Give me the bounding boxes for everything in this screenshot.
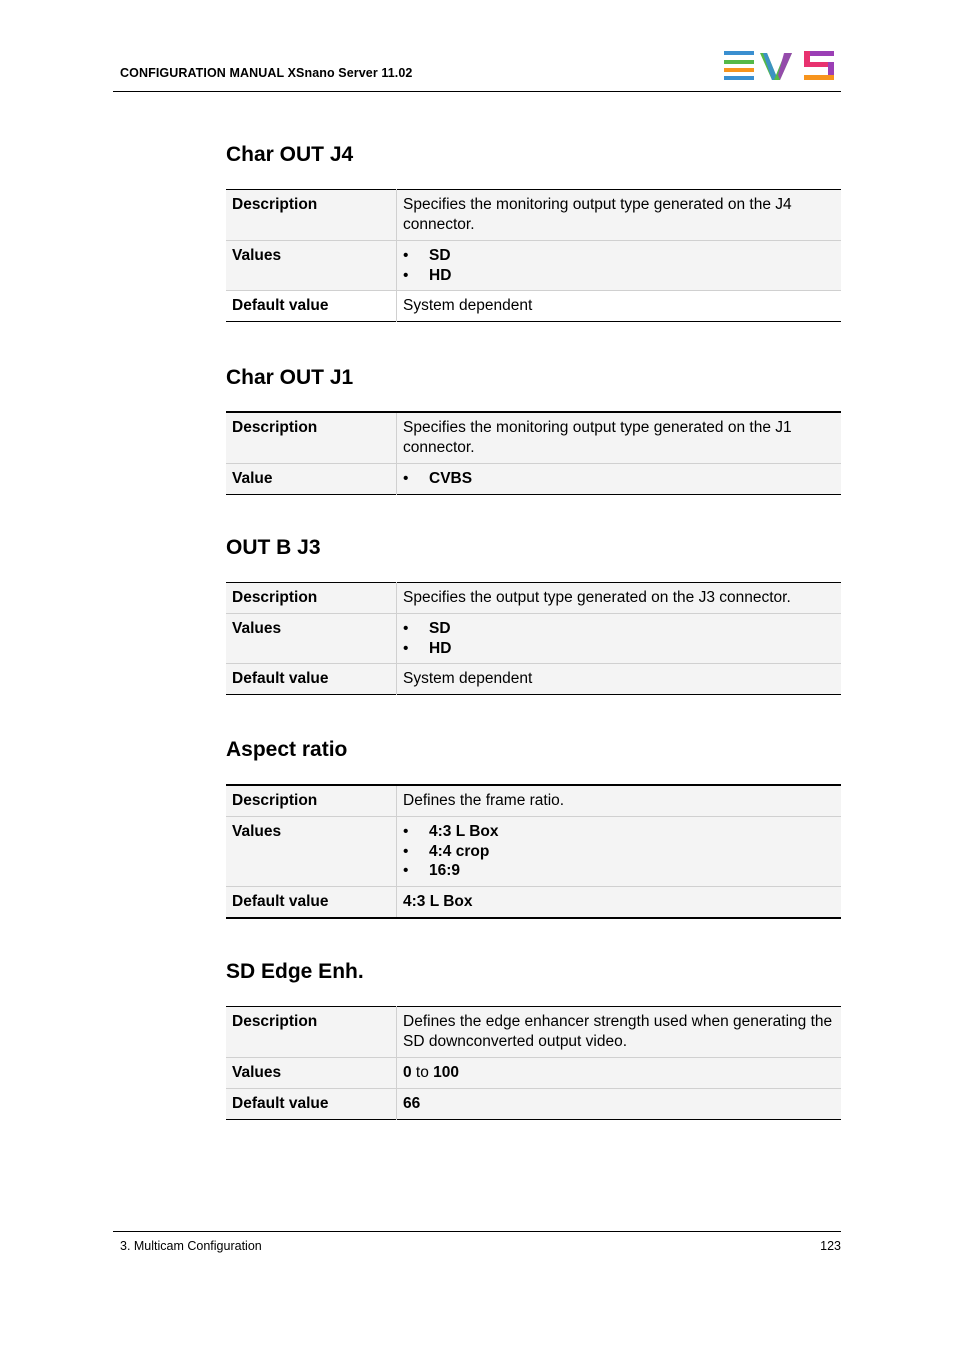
row-key: Description — [226, 1007, 397, 1058]
table-sd-edge-enh — [226, 1006, 841, 1120]
row-key: Values — [226, 614, 397, 664]
table-row — [226, 464, 841, 495]
row-value: Defines the frame ratio. — [397, 785, 842, 817]
row-key: Default value — [226, 664, 397, 695]
values-list — [403, 619, 835, 658]
range-separator: to — [411, 1064, 434, 1081]
section-title-out-b-j3: OUT B J3 — [226, 536, 321, 559]
values-list — [403, 822, 835, 881]
row-key: Description — [226, 412, 397, 464]
row-value: Specifies the monitoring output type generated on the J1 connector. — [397, 412, 842, 464]
table-char-out-j4 — [226, 189, 841, 322]
row-value: 4:3 L Box — [397, 886, 842, 918]
table-row — [226, 1007, 841, 1058]
row-key: Values — [226, 241, 397, 291]
row-key: Description — [226, 190, 397, 241]
table-row — [226, 412, 841, 464]
section-title-char-out-j4: Char OUT J4 — [226, 143, 354, 166]
row-key: Description — [226, 583, 397, 614]
list-item: • 4:4 crop — [403, 842, 835, 862]
range-max: 100 — [433, 1064, 460, 1081]
list-item: • HD — [403, 266, 835, 286]
row-value — [397, 614, 842, 664]
list-item: • 4:3 L Box — [403, 822, 835, 842]
values-list — [403, 246, 835, 285]
row-key: Default value — [226, 291, 397, 322]
values-list — [403, 469, 835, 489]
table-out-b-j3 — [226, 582, 841, 695]
row-key: Values — [226, 817, 397, 887]
table-row — [226, 817, 841, 887]
row-value — [397, 241, 842, 291]
range-min: 0 — [403, 1064, 412, 1081]
table-row — [226, 1058, 841, 1089]
table-char-out-j1 — [226, 411, 841, 495]
row-value: Specifies the monitoring output type generated on the J4 connector. — [397, 190, 842, 241]
list-item: • 16:9 — [403, 861, 835, 881]
table-row — [226, 241, 841, 291]
row-value — [397, 817, 842, 887]
row-key: Value — [226, 464, 397, 495]
list-item: • SD — [403, 246, 835, 266]
list-item: • CVBS — [403, 469, 835, 489]
row-value: System dependent — [403, 297, 533, 314]
manual-title: CONFIGURATION MANUAL XSnano Server 11.02 — [120, 66, 413, 80]
table-row — [226, 785, 841, 817]
row-key: Description — [226, 785, 397, 817]
table-row — [226, 1089, 841, 1120]
row-value — [397, 1058, 842, 1089]
section-title-sd-edge-enh: SD Edge Enh. — [226, 960, 364, 983]
table-row — [226, 190, 841, 241]
page-footer — [113, 1231, 841, 1253]
page-number: 123 — [820, 1239, 841, 1253]
list-item: • SD — [403, 619, 835, 639]
row-value: Defines the edge enhancer strength used when generating the SD downconverted output video. — [397, 1007, 842, 1058]
table-row — [226, 664, 841, 695]
chapter-label: 3. Multicam Configuration — [120, 1239, 262, 1253]
row-key: Default value — [226, 1089, 397, 1120]
row-value — [397, 464, 842, 495]
row-value: 66 — [397, 1089, 842, 1120]
section-title-char-out-j1: Char OUT J1 — [226, 366, 354, 389]
table-row — [226, 614, 841, 664]
row-value: System dependent — [397, 664, 842, 695]
table-row — [226, 886, 841, 918]
row-key: Default value — [226, 886, 397, 918]
table-row — [226, 291, 841, 322]
row-key: Values — [226, 1058, 397, 1089]
table-row — [226, 583, 841, 614]
evs-logo — [724, 51, 834, 81]
page-header — [113, 44, 841, 92]
list-item: • HD — [403, 639, 835, 659]
row-value: Specifies the output type generated on the J3 connector. — [397, 583, 842, 614]
section-title-aspect-ratio: Aspect ratio — [226, 738, 348, 761]
table-aspect-ratio — [226, 784, 841, 919]
